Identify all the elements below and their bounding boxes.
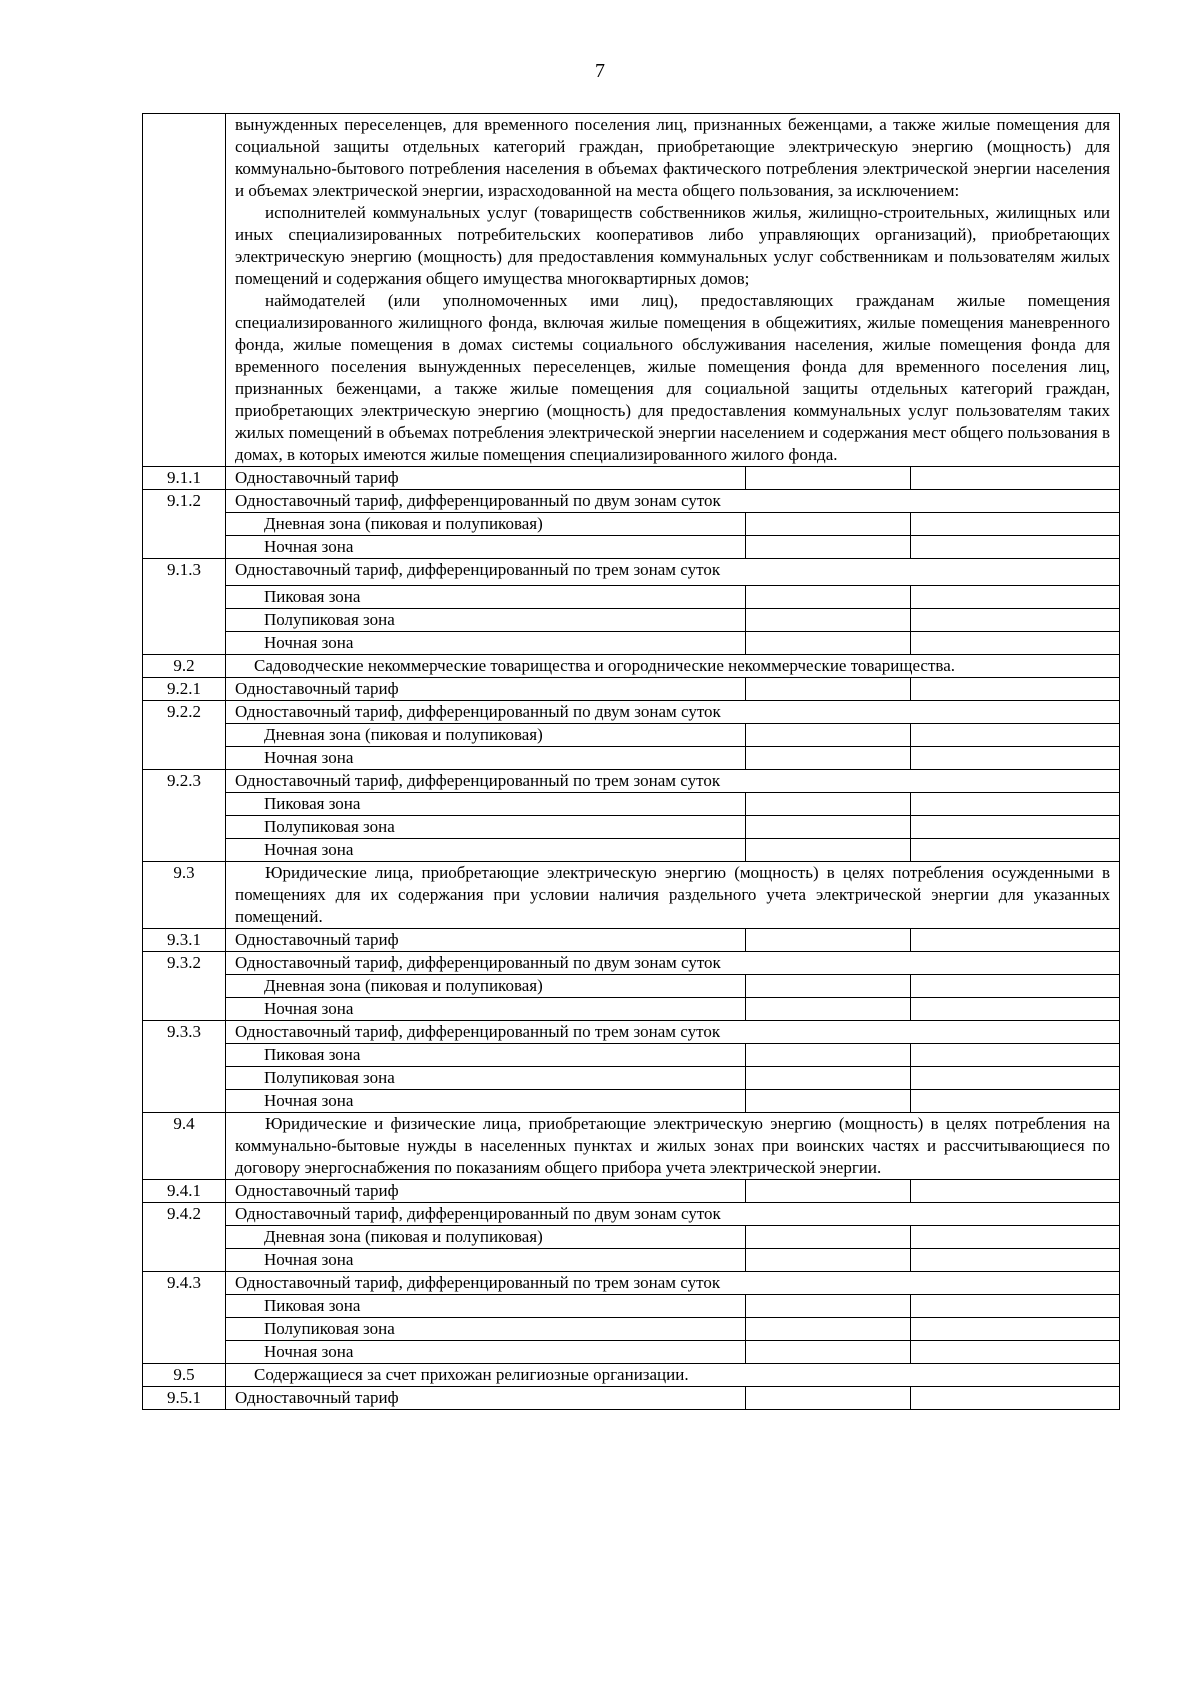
value-cell	[746, 1249, 911, 1272]
value-cell	[911, 1180, 1120, 1203]
table-row	[143, 816, 1120, 839]
table-row	[143, 862, 1120, 929]
value-cell	[911, 1249, 1120, 1272]
table-row	[143, 952, 1120, 975]
zone-label: Ночная зона	[226, 1090, 746, 1113]
value-cell	[746, 513, 911, 536]
zone-label: Ночная зона	[226, 632, 746, 655]
table-row	[143, 929, 1120, 952]
row-number: 9.2.1	[143, 678, 226, 701]
value-cell	[911, 1341, 1120, 1364]
value-cell	[911, 609, 1120, 632]
row-number: 9.2.2	[143, 701, 226, 770]
value-cell	[746, 632, 911, 655]
tariff-label: Одноставочный тариф, дифференцированный по трем зонам суток	[226, 770, 1120, 793]
table-row	[143, 586, 1120, 609]
zone-label: Дневная зона (пиковая и полупиковая)	[226, 975, 746, 998]
table-row	[143, 1318, 1120, 1341]
tariff-label: Одноставочный тариф, дифференцированный по двум зонам суток	[226, 490, 1120, 513]
row-number: 9.4.1	[143, 1180, 226, 1203]
zone-label: Дневная зона (пиковая и полупиковая)	[226, 724, 746, 747]
value-cell	[746, 678, 911, 701]
value-cell	[746, 975, 911, 998]
table-row	[143, 1249, 1120, 1272]
tariff-label: Одноставочный тариф, дифференцированный по трем зонам суток	[226, 1272, 1120, 1295]
tariff-label: Одноставочный тариф	[226, 678, 746, 701]
tariff-label: Одноставочный тариф, дифференцированный по трем зонам суток	[226, 1021, 1120, 1044]
zone-label: Ночная зона	[226, 1341, 746, 1364]
value-cell	[911, 998, 1120, 1021]
table-row	[143, 998, 1120, 1021]
value-cell	[746, 1341, 911, 1364]
value-cell	[911, 747, 1120, 770]
value-cell	[911, 632, 1120, 655]
row-number: 9.3.1	[143, 929, 226, 952]
table-row	[143, 747, 1120, 770]
section-heading: Садоводческие некоммерческие товарищества и огороднические некоммерческие товарищества.	[226, 655, 1120, 678]
page-number: 7	[595, 60, 605, 82]
table-row	[143, 678, 1120, 701]
table-row	[143, 1295, 1120, 1318]
table-row	[143, 793, 1120, 816]
row-number: 9.3.3	[143, 1021, 226, 1113]
intro-cell	[226, 114, 1120, 467]
value-cell	[911, 929, 1120, 952]
table-row	[143, 1226, 1120, 1249]
section-text: Юридические и физические лица, приобретающие электрическую энергию (мощность) в целях потребления на коммунально-бытовые нужды в населенных пунктах и жилых зонах при воинских частях и рассчитывающиеся по договору энергоснабжения по показаниям общего прибора учета электрической энергии.	[235, 1114, 1111, 1177]
table-row	[143, 1203, 1120, 1226]
tariff-label: Одноставочный тариф	[226, 1387, 746, 1410]
value-cell	[746, 1180, 911, 1203]
table-row	[143, 770, 1120, 793]
value-cell	[746, 1387, 911, 1410]
tariff-label: Одноставочный тариф	[226, 1180, 746, 1203]
table-row	[143, 1067, 1120, 1090]
intro-paragraph: исполнителей коммунальных услуг (товариществ собственников жилья, жилищно-строительных, жилищных или иных специализированных потребительских кооперативов либо управляющих организаций), приобретающих электрическую энергию (мощность) для предоставления коммунальных услуг собственникам и пользователям жилых помещений и содержания общего имущества многоквартирных домов;	[235, 203, 1111, 288]
zone-label: Полупиковая зона	[226, 816, 746, 839]
value-cell	[911, 586, 1120, 609]
zone-label: Ночная зона	[226, 839, 746, 862]
value-cell	[911, 1090, 1120, 1113]
value-cell	[746, 724, 911, 747]
tariff-label: Одноставочный тариф, дифференцированный по двум зонам суток	[226, 952, 1120, 975]
table-row	[143, 1044, 1120, 1067]
tariff-label: Одноставочный тариф, дифференцированный по двум зонам суток	[226, 1203, 1120, 1226]
value-cell	[746, 536, 911, 559]
zone-label: Ночная зона	[226, 1249, 746, 1272]
value-cell	[746, 929, 911, 952]
value-cell	[911, 467, 1120, 490]
tariff-label: Одноставочный тариф	[226, 929, 746, 952]
zone-label: Пиковая зона	[226, 1295, 746, 1318]
row-number: 9.5	[143, 1364, 226, 1387]
table-row	[143, 1341, 1120, 1364]
value-cell	[911, 1387, 1120, 1410]
value-cell	[911, 816, 1120, 839]
tariff-label: Одноставочный тариф, дифференцированный по трем зонам суток	[226, 559, 1120, 586]
tariff-label: Одноставочный тариф, дифференцированный по двум зонам суток	[226, 701, 1120, 724]
value-cell	[746, 1318, 911, 1341]
table-row	[143, 490, 1120, 513]
zone-label: Ночная зона	[226, 998, 746, 1021]
tariff-table	[142, 113, 1120, 1410]
table-row	[143, 1021, 1120, 1044]
zone-label: Дневная зона (пиковая и полупиковая)	[226, 1226, 746, 1249]
row-number: 9.4.3	[143, 1272, 226, 1364]
row-number-cell	[143, 114, 226, 467]
table-row	[143, 632, 1120, 655]
value-cell	[911, 975, 1120, 998]
zone-label: Полупиковая зона	[226, 1318, 746, 1341]
value-cell	[911, 536, 1120, 559]
table-row	[143, 701, 1120, 724]
value-cell	[746, 1090, 911, 1113]
zone-label: Ночная зона	[226, 536, 746, 559]
zone-label: Пиковая зона	[226, 1044, 746, 1067]
table-row	[143, 1272, 1120, 1295]
table-row	[143, 609, 1120, 632]
value-cell	[746, 609, 911, 632]
table-row	[143, 655, 1120, 678]
row-number: 9.1.3	[143, 559, 226, 655]
intro-paragraph: вынужденных переселенцев, для временного поселения лиц, признанных беженцами, а также жилые помещения для социальной защиты отдельных категорий граждан, приобретающие электрическую энергию (мощность) для коммунально-бытового потребления населения в объемах фактического потребления электрической энергии населения и объемах электрической энергии, израсходованной на места общего пользования, за исключением:	[235, 115, 1111, 200]
value-cell	[746, 1067, 911, 1090]
table-row	[143, 114, 1120, 467]
row-number: 9.3.2	[143, 952, 226, 1021]
table-row	[143, 513, 1120, 536]
table-row	[143, 467, 1120, 490]
table-row	[143, 839, 1120, 862]
value-cell	[911, 793, 1120, 816]
value-cell	[911, 678, 1120, 701]
value-cell	[746, 467, 911, 490]
table-row	[143, 1387, 1120, 1410]
row-number: 9.2.3	[143, 770, 226, 862]
table-row	[143, 1180, 1120, 1203]
value-cell	[911, 513, 1120, 536]
value-cell	[746, 793, 911, 816]
value-cell	[911, 724, 1120, 747]
value-cell	[746, 1295, 911, 1318]
table-row	[143, 1113, 1120, 1180]
value-cell	[746, 1044, 911, 1067]
value-cell	[746, 747, 911, 770]
table-row	[143, 1090, 1120, 1113]
row-number: 9.4	[143, 1113, 226, 1180]
value-cell	[746, 839, 911, 862]
zone-label: Пиковая зона	[226, 586, 746, 609]
value-cell	[911, 1318, 1120, 1341]
table-row	[143, 975, 1120, 998]
value-cell	[911, 1226, 1120, 1249]
row-number: 9.3	[143, 862, 226, 929]
section-text: Юридические лица, приобретающие электрическую энергию (мощность) в целях потребления осужденными в помещениях для их содержания при условии наличия раздельного учета электрической энергии для указанных помещений.	[235, 863, 1111, 926]
intro-paragraph: наймодателей (или уполномоченных ими лиц), предоставляющих гражданам жилые помещения специализированного жилищного фонда, включая жилые помещения в общежитиях, жилые помещения маневренного фонда, жилые помещения в домах системы социального обслуживания населения, жилые помещения фонда для временного поселения вынужденных переселенцев, жилые помещения фонда для временного поселения лиц, признанных беженцами, а также жилые помещения для социальной защиты отдельных категорий граждан, приобретающих электрическую энергию (мощность) для предоставления коммунальных услуг пользователям таких жилых помещений в объемах потребления электрической энергии населением и содержания мест общего пользования в домах, в которых имеются жилые помещения специализированного жилого фонда.	[235, 291, 1111, 464]
value-cell	[746, 586, 911, 609]
tariff-label: Одноставочный тариф	[226, 467, 746, 490]
row-number: 9.1.2	[143, 490, 226, 559]
row-number: 9.2	[143, 655, 226, 678]
section-heading	[226, 862, 1120, 929]
row-number: 9.1.1	[143, 467, 226, 490]
row-number: 9.5.1	[143, 1387, 226, 1410]
zone-label: Пиковая зона	[226, 793, 746, 816]
zone-label: Полупиковая зона	[226, 1067, 746, 1090]
table-row	[143, 724, 1120, 747]
table-row	[143, 536, 1120, 559]
value-cell	[746, 1226, 911, 1249]
value-cell	[746, 998, 911, 1021]
value-cell	[911, 1044, 1120, 1067]
table-row	[143, 1364, 1120, 1387]
value-cell	[911, 1067, 1120, 1090]
zone-label: Дневная зона (пиковая и полупиковая)	[226, 513, 746, 536]
zone-label: Ночная зона	[226, 747, 746, 770]
value-cell	[746, 816, 911, 839]
section-heading: Содержащиеся за счет прихожан религиозные организации.	[226, 1364, 1120, 1387]
value-cell	[911, 839, 1120, 862]
section-heading	[226, 1113, 1120, 1180]
row-number: 9.4.2	[143, 1203, 226, 1272]
value-cell	[911, 1295, 1120, 1318]
table-row	[143, 559, 1120, 586]
zone-label: Полупиковая зона	[226, 609, 746, 632]
